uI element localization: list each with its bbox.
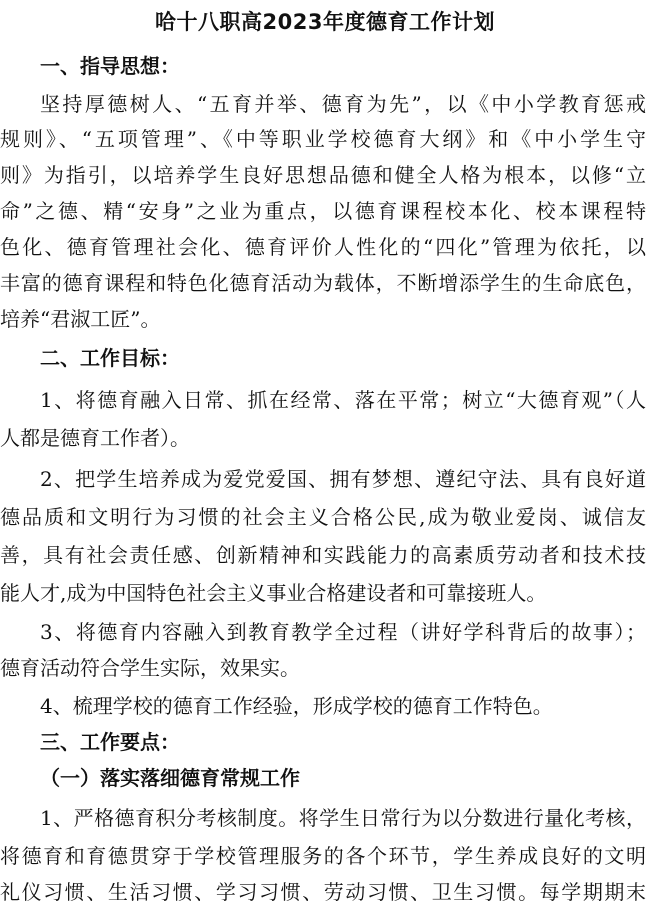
paragraph-line: 能人才,成为中国特色社会主义事业合格建设者和可靠接班人。 xyxy=(0,581,547,605)
paragraph-line: 德品质和文明行为习惯的社会主义合格公民,成为敬业爱岗、诚信友 xyxy=(0,505,646,529)
paragraph-line: 2、把学生培养成为爱党爱国、拥有梦想、遵纪守法、具有良好道 xyxy=(40,467,646,491)
subsection-heading: （一）落实落细德育常规工作 xyxy=(40,766,300,790)
paragraph-line: 命”之德、精“安身”之业为重点，以德育课程校本化、校本课程特 xyxy=(0,199,646,223)
document-title: 哈十八职高2023年度德育工作计划 xyxy=(155,10,495,34)
paragraph-line: 丰富的德育课程和特色化德育活动为载体，不断增添学生的生命底色， xyxy=(0,271,646,295)
paragraph-line: 善，具有社会责任感、创新精神和实践能力的高素质劳动者和技术技 xyxy=(0,543,646,567)
section-heading-work-points: 三、工作要点： xyxy=(40,730,180,754)
paragraph-line: 德育活动符合学生实际，效果实。 xyxy=(0,656,300,680)
paragraph-line: 礼仪习惯、生活习惯、学习习惯、劳动习惯、卫生习惯。每学期期末 xyxy=(0,880,646,904)
paragraph-line: 1、将德育融入日常、抓在经常、落在平常；树立“大德育观”（人 xyxy=(40,388,646,412)
paragraph-line: 坚持厚德树人、“五育并举、德育为先”，以《中小学教育惩戒 xyxy=(40,92,646,116)
paragraph-line: 4、梳理学校的德育工作经验，形成学校的德育工作特色。 xyxy=(40,694,553,718)
paragraph-line: 3、将德育内容融入到教育教学全过程（讲好学科背后的故事）； xyxy=(40,620,646,644)
paragraph-line: 1、严格德育积分考核制度。将学生日常行为以分数进行量化考核， xyxy=(40,806,646,830)
paragraph-line: 则》为指引，以培养学生良好思想品德和健全人格为根本，以修“立 xyxy=(0,163,646,187)
paragraph-line: 色化、德育管理社会化、德育评价人性化的“四化”管理为依托，以 xyxy=(0,235,646,259)
paragraph-line: 人都是德育工作者）。 xyxy=(0,426,190,450)
section-heading-work-goals: 二、工作目标： xyxy=(40,346,180,370)
paragraph-line: 培养“君淑工匠”。 xyxy=(0,307,161,331)
section-heading-guiding-ideology: 一、指导思想： xyxy=(40,54,180,78)
paragraph-line: 规则》、“五项管理”、《中等职业学校德育大纲》和《中小学生守 xyxy=(0,127,646,151)
paragraph-line: 将德育和育德贯穿于学校管理服务的各个环节，学生养成良好的文明 xyxy=(0,844,646,868)
